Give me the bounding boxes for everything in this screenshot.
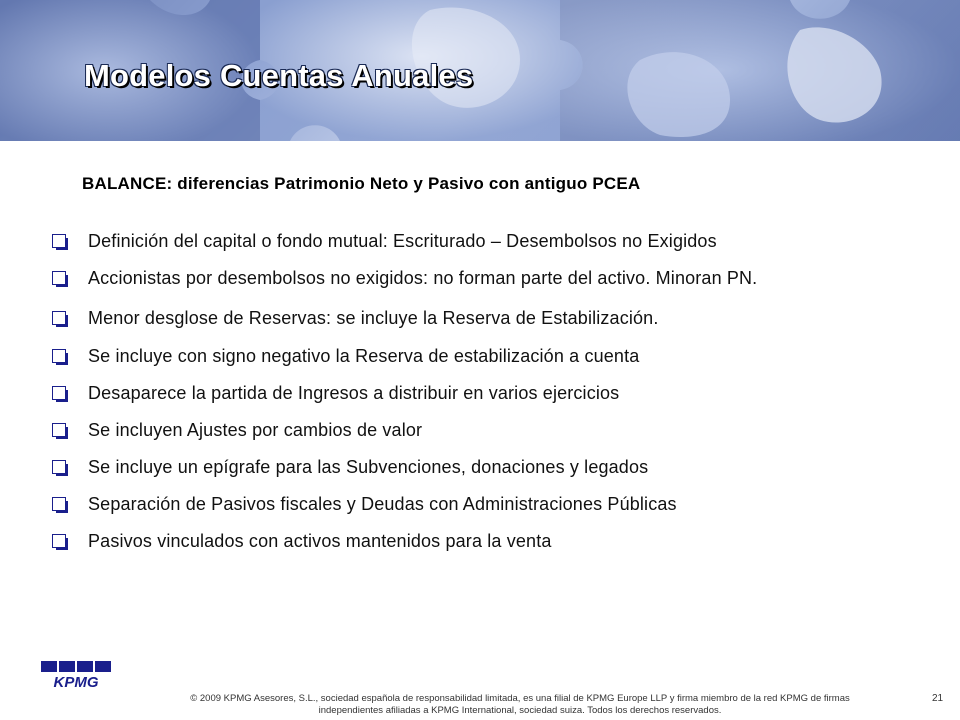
checkbox-bullet-icon — [52, 311, 66, 325]
bullet-text: Se incluyen Ajustes por cambios de valor — [88, 420, 423, 440]
page-number: 21 — [932, 693, 944, 704]
bullet-text: Pasivos vinculados con activos mantenidos para la venta — [88, 531, 552, 551]
checkbox-bullet-icon — [52, 386, 66, 400]
checkbox-bullet-icon — [52, 497, 66, 511]
bullet-text: Separación de Pasivos fiscales y Deudas con Administraciones Públicas — [88, 494, 677, 514]
bullet-text: Desaparece la partida de Ingresos a distribuir en varios ejercicios — [88, 383, 620, 403]
kpmg-logo — [40, 660, 114, 690]
checkbox-bullet-icon — [52, 534, 66, 548]
bullet-text: Se incluye un epígrafe para las Subvenciones, donaciones y legados — [88, 457, 649, 477]
copyright-line-1: © 2009 KPMG Asesores, S.L., sociedad española de responsabilidad limitada, es una filial de KPMG Europe LLP y firma miembro de la red KPMG de firmas — [190, 693, 850, 704]
copyright-line-2: independientes afiliadas a KPMG International, sociedad suiza. Todos los derechos reservados. — [318, 705, 722, 716]
slide-subtitle: BALANCE: diferencias Patrimonio Neto y Pasivo con antiguo PCEA — [82, 174, 641, 193]
header-banner — [0, 0, 960, 141]
logo-wordmark: KPMG — [53, 674, 99, 690]
bullet-text: Menor desglose de Reservas: se incluye la Reserva de Estabilización. — [88, 308, 659, 328]
copyright-footer — [140, 693, 900, 717]
checkbox-bullet-icon — [52, 234, 66, 248]
slide-title: Modelos Cuentas Anuales — [84, 58, 474, 93]
checkbox-bullet-icon — [52, 460, 66, 474]
checkbox-bullet-icon — [52, 349, 66, 363]
checkbox-bullet-icon — [52, 271, 66, 285]
bullet-text: Definición del capital o fondo mutual: Escriturado – Desembolsos no Exigidos — [88, 231, 717, 251]
bullet-text: Se incluye con signo negativo la Reserva de estabilización a cuenta — [88, 346, 640, 366]
bullet-text: Accionistas por desembolsos no exigidos: no forman parte del activo. Minoran PN. — [88, 268, 758, 288]
checkbox-bullet-icon — [52, 423, 66, 437]
